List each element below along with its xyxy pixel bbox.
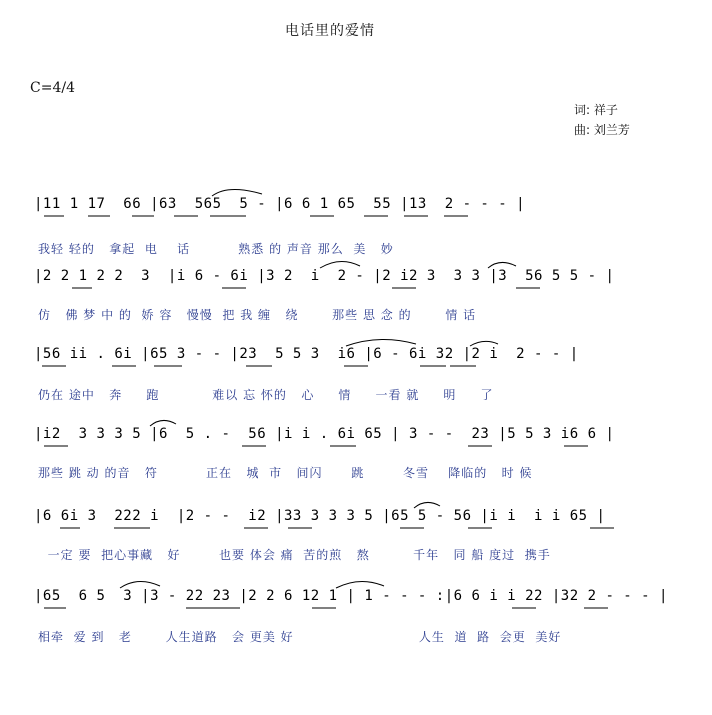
score-line-4: |i2 3 3 3 5 |6 5 . - 56 |i i . 6i 65 | 3 - - 23 |5 5 3 i6 6 | xyxy=(34,426,615,442)
score-line-5: |6 6i 3 222 i |2 - - i2 |33 3 3 3 5 |65 5 - 56 |i i i i 65 | xyxy=(34,508,606,524)
lyricist-credit: 词: 祥子 xyxy=(574,103,618,117)
composer-credit: 曲: 刘兰芳 xyxy=(574,123,630,137)
song-title: 电话里的爱情 xyxy=(285,23,375,39)
lyrics-line-2: 仿 佛 梦 中 的 娇 容 慢慢 把 我 缠 绕 那些 思 念 的 情 话 xyxy=(38,308,477,322)
lyrics-line-1: 我轻 轻的 拿起 电 话 熟悉 的 声音 那么 美 妙 xyxy=(38,242,394,256)
score-line-3: |56 ii . 6i |65 3 - - |23 5 5 3 i6 |6 - 6i 32 |2 i 2 - - | xyxy=(34,346,579,362)
key-signature: C=4/4 xyxy=(30,80,75,96)
lyrics-line-4: 那些 跳 动 的音 符 正在 城 市 间闪 跳 冬雪 降临的 时 候 xyxy=(38,466,533,480)
score-line-6: |65 6 5 3 |3 - 22 23 |2 2 6 12 1 | 1 - - - :|6 6 i i 22 |32 2 - - - | xyxy=(34,588,668,604)
score-line-1: |11 1 17 66 |63 565 5 - |6 6 1 65 55 |13 2 - - - | xyxy=(34,196,526,212)
lyrics-line-6: 相牵 爱 到 老 人生道路 会 更美 好 人生 道 路 会更 美好 xyxy=(38,630,562,644)
lyrics-line-5: 一定 要 把心事藏 好 也要 体会 痛 苦的煎 熬 千年 同 船 度过 携手 xyxy=(38,548,551,562)
credits xyxy=(574,100,630,140)
score-line-2: |2 2 1 2 2 3 |i 6 - 6i |3 2 i 2 - |2 i2 3 3 3 |3 56 5 5 - | xyxy=(34,268,615,284)
lyrics-line-3: 仍在 途中 奔 跑 难以 忘 怀的 心 情 一看 就 明 了 xyxy=(38,388,494,402)
